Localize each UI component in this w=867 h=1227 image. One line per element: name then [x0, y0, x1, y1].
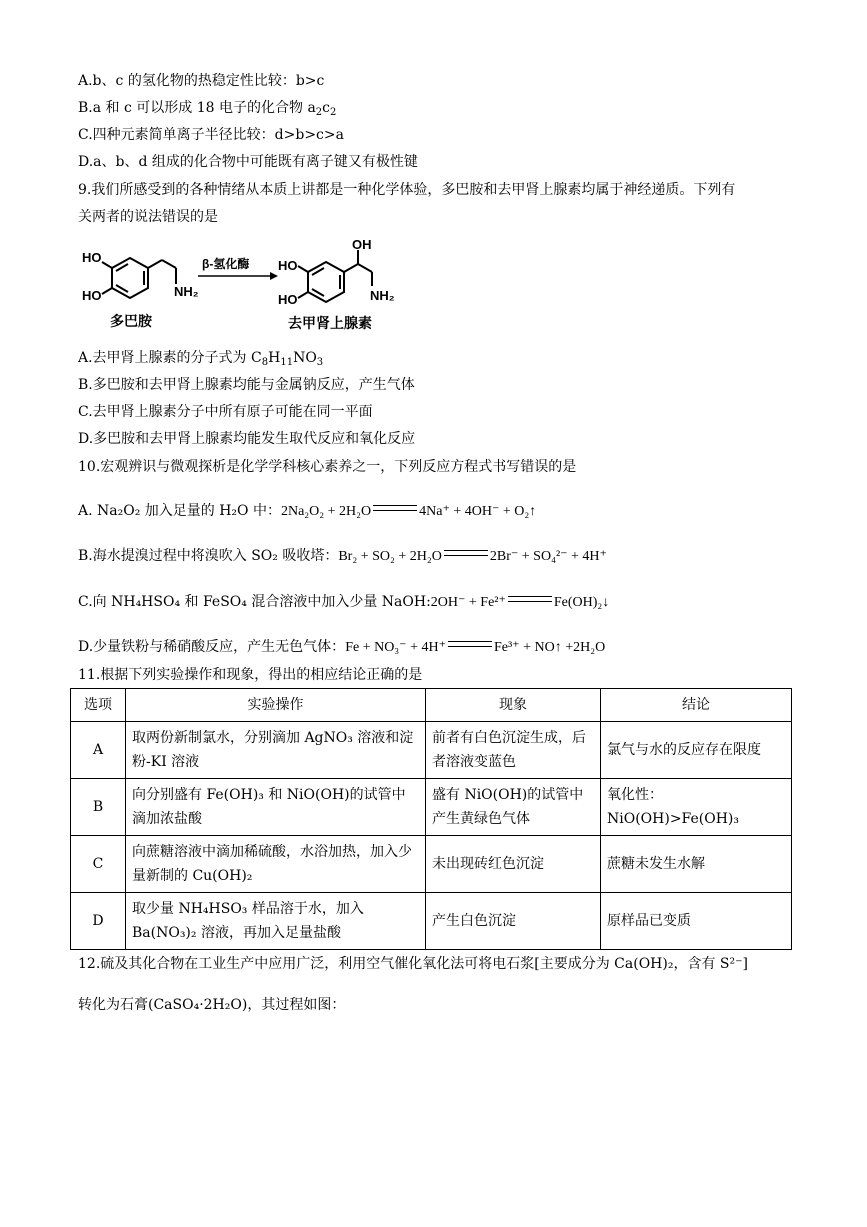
q9-option-a [78, 349, 323, 372]
q8-option-a: A.b、c 的氢化物的热稳定性比较：b>c [78, 73, 325, 89]
q10-a-eq-left: 2Na₂O₂ + 2H₂O [280, 504, 372, 519]
row-option: A [71, 722, 126, 779]
q8-option-b-text: B.a 和 c 可以形成 18 电子的化合物 a [78, 100, 316, 116]
q11-experiment-table [70, 688, 792, 950]
q10-option-d [78, 636, 605, 656]
table-header-row [71, 689, 792, 722]
q12-stem-line1: 12.硫及其化合物在工业生产中应用广泛，利用空气催化氧化法可将电石浆[主要成分为 Ca(OH)₂，含有 S²⁻] [78, 956, 748, 972]
equals-arrow-icon [508, 596, 552, 602]
equals-arrow-icon [444, 550, 488, 556]
q10-b-eq-right: 2Br⁻ + SO₄²⁻ + 4H⁺ [489, 549, 607, 564]
q8-option-b-sub1: 2 [315, 107, 323, 118]
row-conclusion: 氧化性：NiO(OH)>Fe(OH)₃ [601, 779, 792, 836]
q12-stem-line2: 转化为石膏(CaSO₄·2H₂O)，其过程如图： [78, 997, 346, 1013]
q10-c-eq-right: Fe(OH)₂↓ [553, 595, 610, 610]
header-option: 选项 [71, 689, 126, 722]
q8-option-c: C.四种元素简单离子半径比较：d>b>c>a [78, 127, 344, 143]
table-row [71, 836, 792, 893]
dopamine-ho-top: HO [82, 250, 102, 265]
q11-stem: 11.根据下列实验操作和现象，得出的相应结论正确的是 [78, 667, 423, 683]
row-operation: 取两份新制氯水，分别滴加 AgNO₃ 溶液和淀粉-KI 溶液 [126, 722, 426, 779]
q8-option-b-mid: c [322, 100, 331, 116]
norepinephrine-structure [298, 250, 372, 302]
q9-a-sub-c: 8 [261, 357, 269, 368]
dopamine-label: 多巴胺 [110, 313, 152, 329]
q10-d-eq-right: Fe³⁺ + NO↑ +2H₂O [493, 640, 606, 655]
table-row [71, 779, 792, 836]
row-phenomenon: 盛有 NiO(OH)的试管中产生黄绿色气体 [426, 779, 601, 836]
q8-option-d: D.a、b、d 组成的化合物中可能既有离子键又有极性键 [78, 154, 418, 170]
q9-stem-line2: 关两者的说法错误的是 [78, 209, 218, 225]
q9-a-h: H [268, 350, 281, 366]
row-phenomenon: 前者有白色沉淀生成，后者溶液变蓝色 [426, 722, 601, 779]
q9-a-no: NO [293, 350, 317, 366]
row-phenomenon: 产生白色沉淀 [426, 893, 601, 950]
dopamine-nh2: NH₂ [174, 284, 199, 299]
q8-option-b [78, 99, 336, 122]
header-phenomenon: 现象 [426, 689, 601, 722]
header-conclusion: 结论 [601, 689, 792, 722]
norepinephrine-label: 去甲肾上腺素 [288, 315, 372, 331]
q10-c-text: C.向 NH₄HSO₄ 和 FeSO₄ 混合溶液中加入少量 NaOH: [78, 594, 431, 610]
q10-b-eq-left: Br₂ + SO₂ + 2H₂O [338, 549, 442, 564]
q10-option-c [78, 591, 609, 611]
row-operation: 向分别盛有 Fe(OH)₃ 和 NiO(OH)的试管中滴加浓盐酸 [126, 779, 426, 836]
q9-option-c: C.去甲肾上腺素分子中所有原子可能在同一平面 [78, 404, 373, 420]
norepinephrine-nh2: NH₂ [370, 288, 395, 303]
norepinephrine-ho-bottom: HO [278, 292, 298, 307]
norepinephrine-oh: OH [352, 238, 372, 252]
q10-option-b [78, 545, 607, 565]
row-operation: 取少量 NH₄HSO₃ 样品溶于水，加入 Ba(NO₃)₂ 溶液，再加入足量盐酸 [126, 893, 426, 950]
row-option: D [71, 893, 126, 950]
q10-c-eq-left: 2OH⁻ + Fe²⁺ [430, 595, 506, 610]
row-option: B [71, 779, 126, 836]
dopamine-structure [102, 258, 176, 298]
q10-option-a [78, 500, 536, 520]
row-phenomenon: 未出现砖红色沉淀 [426, 836, 601, 893]
dopamine-ho-bottom: HO [82, 288, 102, 303]
row-conclusion: 原样品已变质 [601, 893, 792, 950]
q9-stem-line1: 9.我们所感受到的各种情绪从本质上讲都是一种化学体验，多巴胺和去甲肾上腺素均属于神经递质。下列有 [78, 182, 736, 198]
row-conclusion: 蔗糖未发生水解 [601, 836, 792, 893]
q9-option-d: D.多巴胺和去甲肾上腺素均能发生取代反应和氧化反应 [78, 431, 416, 447]
q9-option-b: B.多巴胺和去甲肾上腺素均能与金属钠反应，产生气体 [78, 377, 415, 393]
q9-a-sub-h: 11 [280, 357, 294, 368]
table-row [71, 893, 792, 950]
q9-option-a-text: A.去甲肾上腺素的分子式为 C [78, 350, 262, 366]
row-operation: 向蔗糖溶液中滴加稀硫酸，水浴加热，加入少量新制的 Cu(OH)₂ [126, 836, 426, 893]
q10-b-text: B.海水提溴过程中将溴吹入 SO₂ 吸收塔： [78, 548, 339, 564]
arrow-enzyme-label: β-氢化酶 [202, 257, 250, 271]
header-operation: 实验操作 [126, 689, 426, 722]
q9-reaction-figure [82, 238, 422, 334]
table-row [71, 722, 792, 779]
row-conclusion: 氯气与水的反应存在限度 [601, 722, 792, 779]
norepinephrine-ho-top: HO [278, 258, 298, 273]
q9-a-sub-o: 3 [316, 357, 324, 368]
q10-d-eq-left: Fe + NO₃⁻ + 4H⁺ [345, 640, 446, 655]
row-option: C [71, 836, 126, 893]
equals-arrow-icon [448, 641, 492, 647]
q10-a-eq-right: 4Na⁺ + 4OH⁻ + O₂↑ [419, 504, 537, 519]
q10-a-text: A. Na₂O₂ 加入足量的 H₂O 中： [78, 503, 281, 519]
q10-d-text: D.少量铁粉与稀硝酸反应，产生无色气体： [78, 639, 346, 655]
q10-stem: 10.宏观辨识与微观探析是化学学科核心素养之一，下列反应方程式书写错误的是 [78, 459, 577, 475]
equals-arrow-icon [373, 505, 417, 511]
q8-option-b-sub2: 2 [330, 107, 337, 118]
